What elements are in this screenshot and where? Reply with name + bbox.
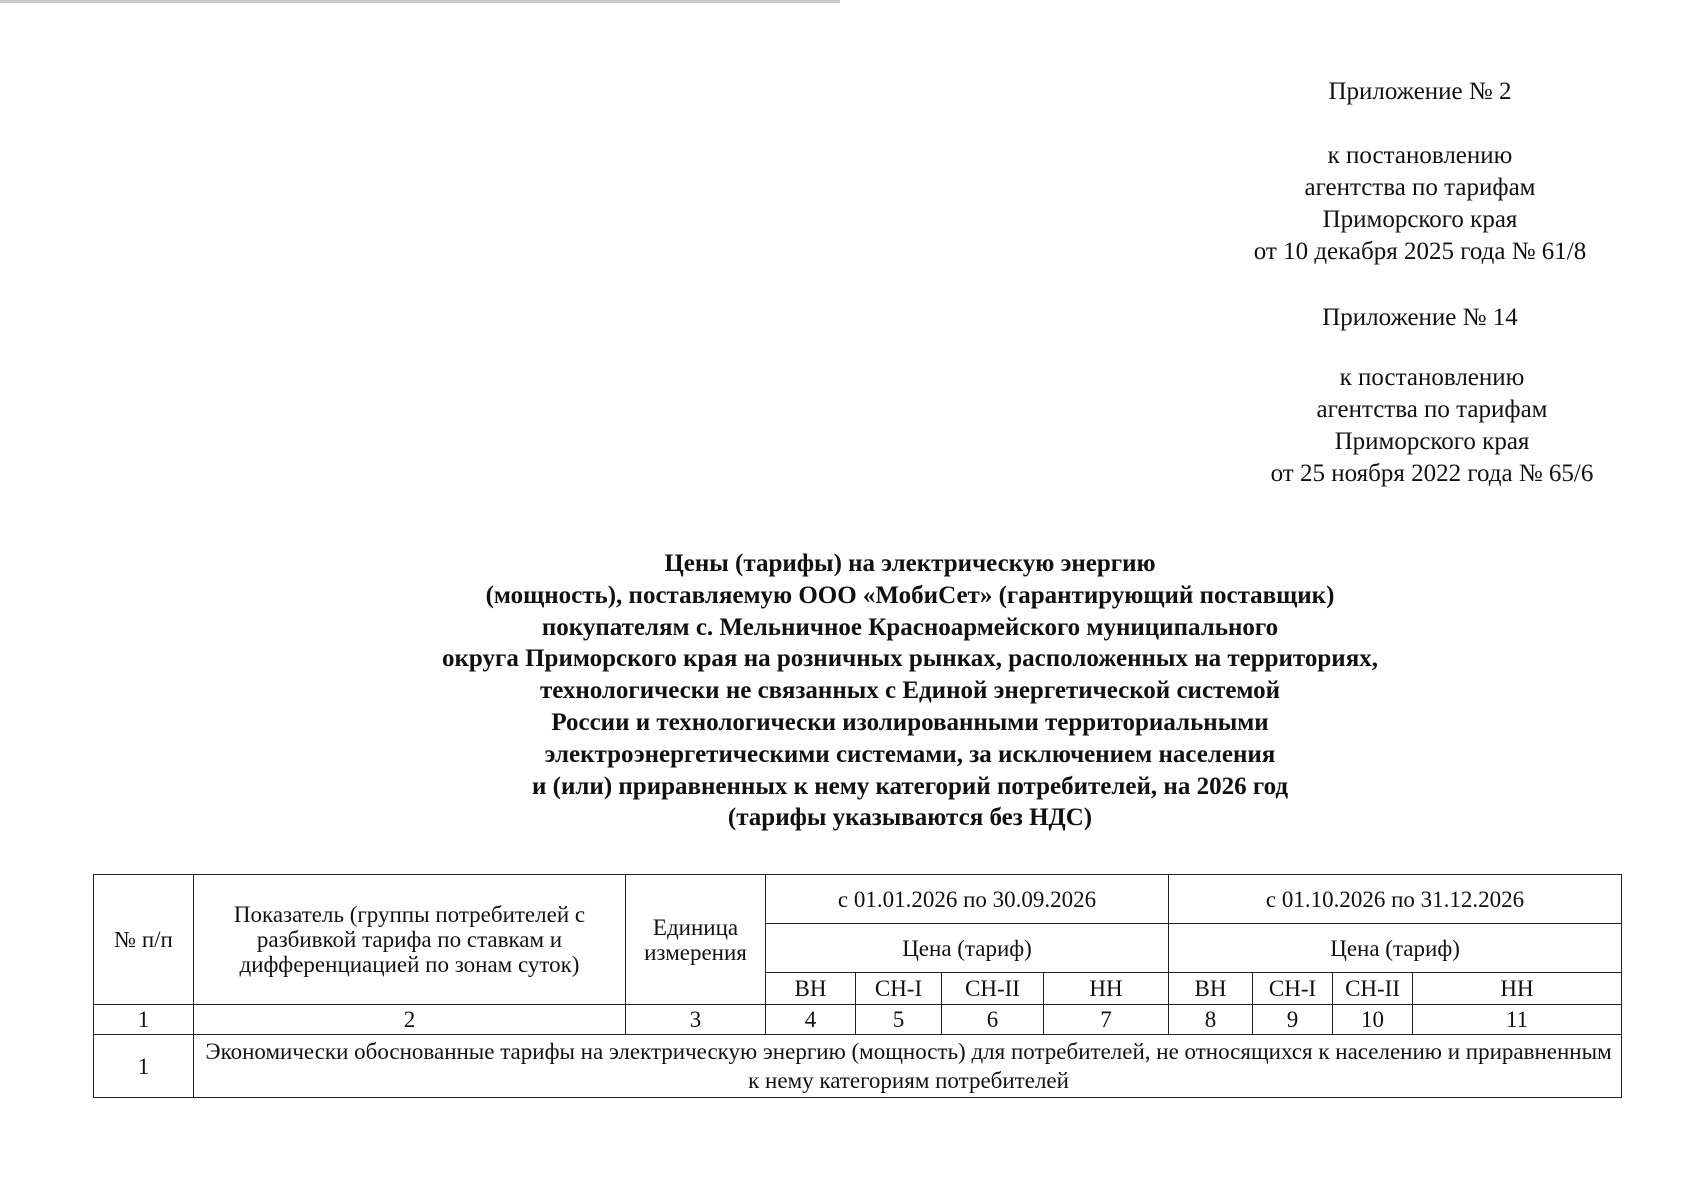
title-line: электроэнергетическими системами, за исключением населения bbox=[544, 740, 1276, 768]
tariff-table bbox=[93, 874, 1622, 1098]
column-number: 10 bbox=[1333, 1005, 1413, 1035]
appendix-original-line: от 25 ноября 2022 года № 65/6 bbox=[1270, 460, 1594, 487]
table-header-row bbox=[94, 875, 1622, 924]
column-number: 6 bbox=[942, 1005, 1044, 1035]
column-number: 7 bbox=[1044, 1005, 1169, 1035]
column-number: 8 bbox=[1169, 1005, 1253, 1035]
appendix-current-title-text: Приложение № 2 bbox=[1328, 78, 1512, 105]
appendix-original-line: Приморского края bbox=[1334, 428, 1530, 455]
title-line: (мощность), поставляемую ООО «МобиСет» (гарантирующий поставщик) bbox=[485, 581, 1335, 609]
voltage-header: НН bbox=[1044, 973, 1169, 1005]
voltage-header: НН bbox=[1413, 973, 1622, 1005]
col-header-number: № п/п bbox=[94, 875, 194, 1005]
appendix-original-block bbox=[1212, 362, 1652, 490]
title-line: технологически не связанных с Единой энергетической системой bbox=[539, 677, 1281, 705]
appendix-current-line: агентства по тарифам bbox=[1304, 174, 1536, 201]
column-number: 9 bbox=[1253, 1005, 1333, 1035]
appendix-original-title bbox=[1200, 302, 1640, 334]
title-line: (тарифы указываются без НДС) bbox=[727, 804, 1093, 832]
column-number-row bbox=[94, 1005, 1622, 1035]
voltage-header: СН-II bbox=[942, 973, 1044, 1005]
column-number: 4 bbox=[766, 1005, 856, 1035]
appendix-original-line: к постановлению bbox=[1339, 364, 1525, 391]
col-header-unit: Единица измерения bbox=[626, 875, 766, 1005]
title-line: Цены (тарифы) на электрическую энергию bbox=[664, 550, 1156, 577]
appendix-original-title-text: Приложение № 14 bbox=[1322, 304, 1518, 331]
title-line: округа Приморского края на розничных рынках, расположенных на территориях, bbox=[442, 645, 1378, 673]
scan-edge bbox=[0, 0, 840, 3]
appendix-current-block bbox=[1200, 140, 1640, 268]
period-header-2: с 01.10.2026 по 31.12.2026 bbox=[1169, 875, 1622, 924]
column-number: 1 bbox=[94, 1005, 194, 1035]
appendix-original-line: агентства по тарифам bbox=[1316, 396, 1548, 423]
section-number: 1 bbox=[94, 1035, 194, 1098]
table-row bbox=[94, 1035, 1622, 1098]
title-line: России и технологически изолированными территориальными bbox=[551, 708, 1269, 736]
title-line: и (или) приравненных к нему категорий потребителей, на 2026 год bbox=[532, 772, 1288, 800]
column-number: 3 bbox=[626, 1005, 766, 1035]
appendix-current-title bbox=[1200, 76, 1640, 108]
period-header-1: с 01.01.2026 по 30.09.2026 bbox=[766, 875, 1169, 924]
price-header-1: Цена (тариф) bbox=[766, 924, 1169, 973]
section-text: Экономически обоснованные тарифы на электрическую энергию (мощность) для потребителей, не относящихся к населению и приравненным к нему категориям потребителей bbox=[194, 1035, 1622, 1098]
appendix-current-line: от 10 декабря 2025 года № 61/8 bbox=[1253, 238, 1587, 265]
voltage-header: СН-I bbox=[856, 973, 942, 1005]
col-header-indicator: Показатель (группы потребителей с разбивкой тарифа по ставкам и дифференциацией по зонам суток) bbox=[194, 875, 626, 1005]
voltage-header: ВН bbox=[1169, 973, 1253, 1005]
price-header-2: Цена (тариф) bbox=[1169, 924, 1622, 973]
appendix-current-line: к постановлению bbox=[1327, 142, 1513, 169]
appendix-current-line: Приморского края bbox=[1322, 206, 1518, 233]
column-number: 11 bbox=[1413, 1005, 1622, 1035]
document-title bbox=[280, 548, 1540, 834]
title-line: покупателям с. Мельничное Красноармейского муниципального bbox=[541, 613, 1279, 641]
voltage-header: СН-I bbox=[1253, 973, 1333, 1005]
voltage-header: ВН bbox=[766, 973, 856, 1005]
column-number: 5 bbox=[856, 1005, 942, 1035]
voltage-header: СН-II bbox=[1333, 973, 1413, 1005]
column-number: 2 bbox=[194, 1005, 626, 1035]
